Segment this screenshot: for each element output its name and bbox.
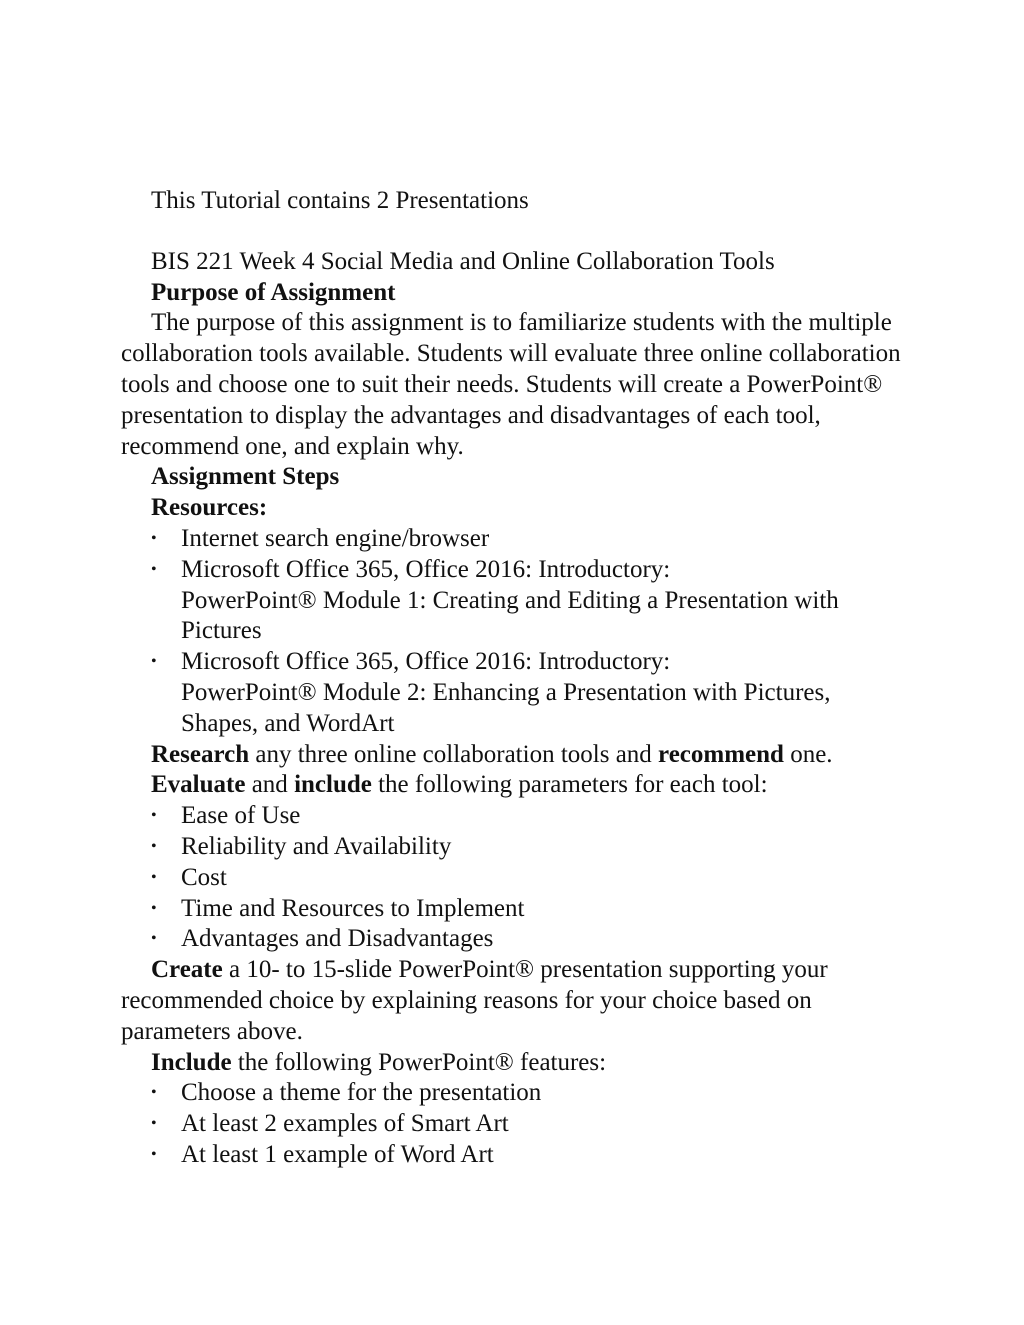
list-item: • Microsoft Office 365, Office 2016: Introductory: PowerPoint® Module 2: Enhancing a Presentation with Pictures, Shapes, and WordArt xyxy=(181,647,911,739)
research-instruction: Research any three online collaboration tools and recommend one. xyxy=(151,740,833,768)
evaluate-instruction: Evaluate and include the following parameters for each tool: xyxy=(151,771,768,799)
list-item: • At least 1 example of Word Art xyxy=(181,1140,911,1171)
list-item: • Ease of Use xyxy=(181,801,911,832)
document-body xyxy=(121,186,911,1171)
features-list xyxy=(121,1078,911,1170)
resources-heading: Resources: xyxy=(151,494,268,522)
spacer xyxy=(121,217,911,247)
create-instruction: Create a 10- to 15-slide PowerPoint® presentation supporting your recommended choice by explaining reasons for your choice based on parameters above. xyxy=(121,956,828,1045)
list-item: • Cost xyxy=(181,863,911,894)
list-item: • Microsoft Office 365, Office 2016: Introductory: PowerPoint® Module 1: Creating and Editing a Presentation with Pictures xyxy=(181,555,911,647)
purpose-heading: Purpose of Assignment xyxy=(151,278,396,306)
document-title: BIS 221 Week 4 Social Media and Online Collaboration Tools xyxy=(151,247,775,275)
list-item: • Choose a theme for the presentation xyxy=(181,1078,911,1109)
resources-list xyxy=(121,524,911,740)
purpose-paragraph: The purpose of this assignment is to familiarize students with the multiple collaboration tools available. Students will evaluate three online collaboration tools and choose one to suit their needs. Students will create a PowerPoint® presentation to display the advantages and disadvantages of each tool, recommend one, and explain why. xyxy=(121,309,901,460)
steps-heading: Assignment Steps xyxy=(151,463,340,491)
list-item: • Internet search engine/browser xyxy=(181,524,911,555)
include-instruction: Include the following PowerPoint® features: xyxy=(151,1048,607,1076)
intro-text: This Tutorial contains 2 Presentations xyxy=(151,187,529,214)
list-item: • Advantages and Disadvantages xyxy=(181,924,911,955)
list-item: • Time and Resources to Implement xyxy=(181,894,911,925)
list-item: • Reliability and Availability xyxy=(181,832,911,863)
parameters-list xyxy=(121,801,911,955)
list-item: • At least 2 examples of Smart Art xyxy=(181,1109,911,1140)
